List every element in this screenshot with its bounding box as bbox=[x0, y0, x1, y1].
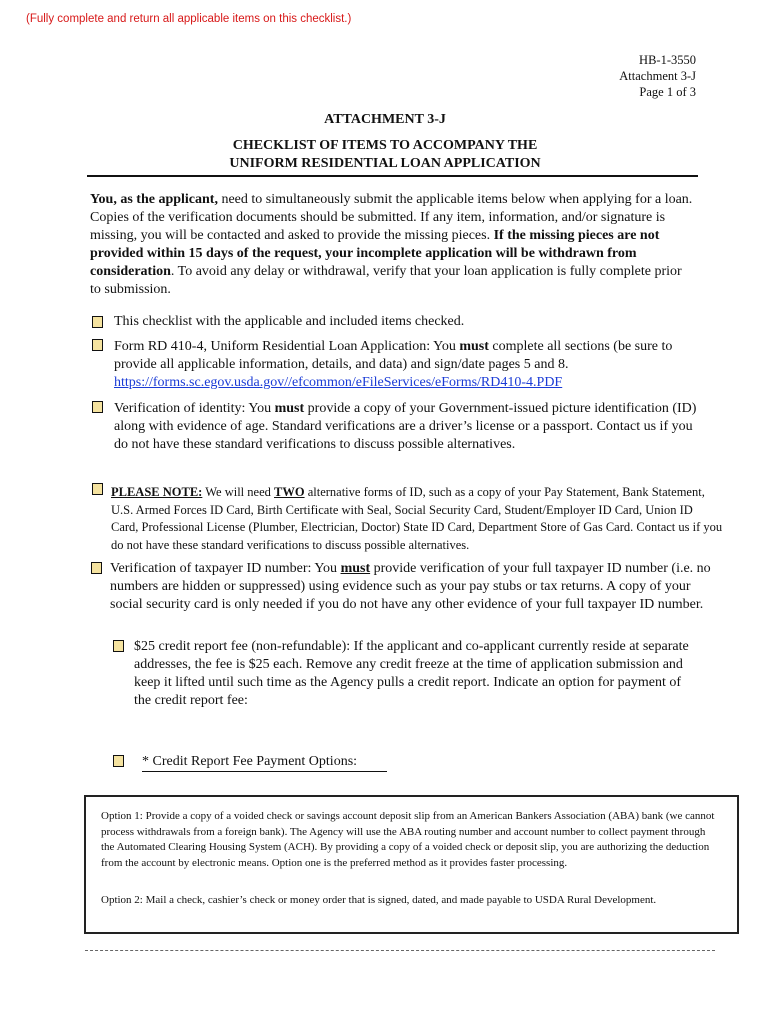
taxid-text-b: provide verification of your full taxpayer ID number (i.e. no numbers are hidden or suppressed) using evidence such as your pay stubs or tax returns. A copy of your social security card is only needed if you do not have any other evidence of your full taxpayer ID number. bbox=[110, 561, 711, 612]
intro-paragraph bbox=[90, 191, 695, 299]
intro-text-1: need to simultaneously submit the applicable items below when applying for a loan. Copies of the verification documents should be submitted. If any item, information, and/or signature is missing, you will be contacted and asked to provide the missing pieces. bbox=[90, 192, 693, 243]
taxid-item-text bbox=[110, 560, 722, 614]
option-1-body: Provide a copy of a voided check or savings account deposit slip from an American Bankers Association (ABA) bank (we cannot process withdrawals from a foreign bank). The Agency will use the ABA routing number and account number to collect payment through the Automated Clearing Housing System (ACH). By providing a copy of a voided check or deposit slip, you are authorizing the deduction from the account by electronic means. Option one is the preferred method as it provides faster processing. bbox=[101, 810, 715, 869]
rd410-form-link[interactable]: https://forms.sc.egov.usda.gov//efcommon/eFileServices/eForms/RD410-4.PDF bbox=[114, 375, 563, 390]
checklist-checkbox[interactable] bbox=[92, 316, 103, 328]
page-subtitle-1: CHECKLIST OF ITEMS TO ACCOMPANY THE bbox=[232, 138, 538, 153]
option-2-text bbox=[101, 893, 721, 909]
page-title: ATTACHMENT 3-J bbox=[324, 112, 446, 127]
payment-options-box bbox=[84, 795, 739, 934]
credit-fee-checkbox[interactable] bbox=[113, 640, 124, 652]
credit-fee-text: $25 credit report fee (non-refundable): If the applicant and co-applicant currently reside at separate addresses, the fee is $25 each. Remove any credit freeze at the time of application submission and keep it lifted until such time as the Agency pulls a credit report. Indicate an option for payment of the credit report fee: bbox=[134, 639, 689, 708]
identity-text-b: provide a copy of your Government-issued picture identification (ID) along with evidence of age. Standard verifications are a driver’s license or a passport. Contact us if you do not have these standard verifications to discuss possible alternatives. bbox=[114, 401, 697, 452]
rd410-text-a: Form RD 410-4, Uniform Residential Loan Application: You bbox=[114, 339, 460, 354]
rd410-item-text bbox=[114, 338, 702, 392]
rd410-must: must bbox=[459, 339, 489, 354]
please-note-two: TWO bbox=[274, 485, 305, 499]
fee-options-label: * Credit Report Fee Payment Options: bbox=[142, 754, 358, 769]
intro-text-2: . To avoid any delay or withdrawal, verify that your loan application is fully complete prior to submission. bbox=[90, 264, 682, 297]
identity-text-a: Verification of identity: You bbox=[114, 401, 275, 416]
page-subtitle-2: UNIFORM RESIDENTIAL LOAN APPLICATION bbox=[229, 156, 541, 171]
please-note-label: PLEASE NOTE: bbox=[111, 485, 203, 499]
please-note-text-a: We will need bbox=[202, 485, 275, 499]
taxid-must: must bbox=[340, 561, 371, 576]
footer-divider bbox=[85, 950, 715, 951]
option-1-label: Option 1: bbox=[101, 810, 143, 822]
rd410-checkbox[interactable] bbox=[92, 339, 103, 351]
taxid-text-a: Verification of taxpayer ID number: You bbox=[110, 561, 341, 576]
fee-options-heading bbox=[142, 754, 357, 770]
option-1-text bbox=[101, 809, 721, 871]
checklist-item-text: This checklist with the applicable and included items checked. bbox=[114, 314, 465, 329]
intro-bold-lead: You, as the applicant, bbox=[90, 192, 218, 207]
please-note-text bbox=[111, 484, 723, 554]
identity-checkbox[interactable] bbox=[92, 401, 103, 413]
please-note-checkbox[interactable] bbox=[92, 483, 103, 495]
rd410-text-b: complete all sections (be sure to provide all applicable information, details, and data) and sign/date pages 5 and 8. bbox=[114, 339, 673, 372]
fee-options-underline bbox=[142, 771, 387, 772]
taxid-checkbox[interactable] bbox=[91, 562, 102, 574]
fee-options-checkbox[interactable] bbox=[113, 755, 124, 767]
top-instruction-note: (Fully complete and return all applicable items on this checklist.) bbox=[26, 13, 352, 25]
page-number: Page 1 of 3 bbox=[639, 85, 696, 99]
identity-item-text bbox=[114, 400, 704, 454]
title-divider bbox=[87, 175, 698, 177]
identity-must: must bbox=[274, 401, 305, 416]
option-2-label: Option 2: bbox=[101, 894, 143, 906]
intro-bold-warning: If the missing pieces are not provided within 15 days of the request, your incomplete application will be withdrawn from consideration bbox=[90, 228, 660, 279]
document-header bbox=[619, 52, 696, 100]
attachment-label: Attachment 3-J bbox=[619, 69, 696, 83]
please-note-text-b: alternative forms of ID, such as a copy of your Pay Statement, Bank Statement, U.S. Armed Forces ID Card, Birth Certificate with Seal, Social Security Card, Student/Employer ID Card, Union ID Card, Professional License (Plumber, Electrician, Doctor) State ID Card, Department Store of Gas Card. Contact us if you do not have these standard verifications to discuss possible alternatives. bbox=[111, 485, 723, 552]
option-2-body: Mail a check, cashier’s check or money order that is signed, dated, and made payable to USDA Rural Development. bbox=[142, 894, 657, 906]
form-number: HB-1-3550 bbox=[639, 53, 696, 67]
